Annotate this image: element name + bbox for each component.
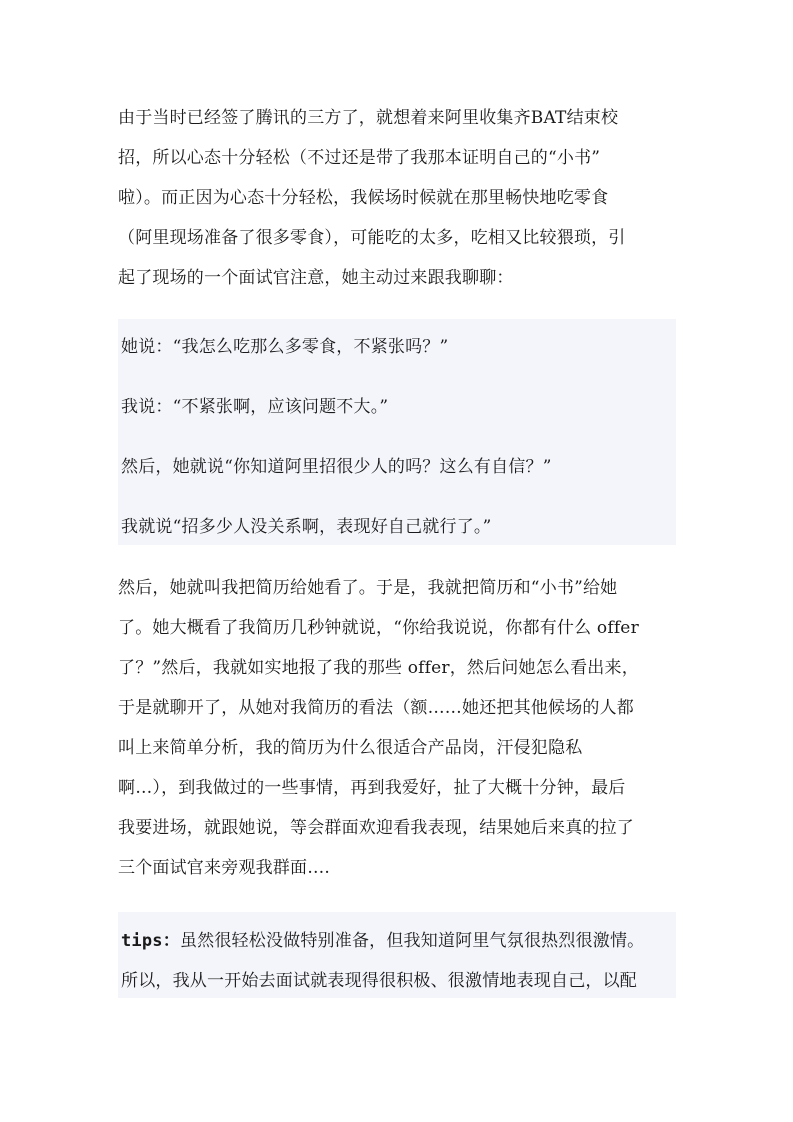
text-line: 然后，她就叫我把简历给她看了。于是，我就把简历和“小书”给她 (118, 578, 618, 598)
dialogue-quote-block (118, 319, 676, 545)
quote-line: 然后，她就说“你知道阿里招很少人的吗？这么有自信？” (121, 457, 552, 477)
paragraph-intro (118, 98, 678, 298)
quote-line: 我说：“不紧张啊，应该问题不大。” (121, 397, 389, 417)
text-line: 叫上来简单分析，我的简历为什么很适合产品岗，汗侵犯隐私 (118, 738, 583, 758)
quote-line: 我就说“招多少人没关系啊，表现好自己就行了。” (121, 517, 492, 537)
tips-text: 虽然很轻松没做特别准备，但我知道阿里气氛很热烈很激情。 (179, 931, 645, 951)
text-line: 啊…），到我做过的一些事情，再到我爱好，扯了大概十分钟，最后 (118, 778, 626, 798)
text-line: 起了现场的一个面试官注意，她主动过来跟我聊聊： (118, 268, 514, 288)
quote-line: 她说：“我怎么吃那么多零食，不紧张吗？” (121, 337, 449, 357)
text-line: 了？”然后，我就如实地报了我的那些 offer，然后问她怎么看出来， (118, 658, 639, 678)
text-line: 啦）。而正因为心态十分轻松，我候场时候就在那里畅快地吃零食 (118, 188, 609, 208)
text-line: 了。她大概看了我简历几秒钟就说，“你给我说说，你都有什么 offer (118, 618, 639, 638)
text-line: （阿里现场准备了很多零食），可能吃的太多，吃相又比较猥琐，引 (118, 228, 626, 248)
paragraph-resume-chat (118, 568, 678, 888)
text-line: 由于当时已经签了腾讯的三方了，就想着来阿里收集齐BAT结束校 (118, 108, 619, 128)
tips-label: tips： (121, 931, 180, 951)
text-line: 招，所以心态十分轻松（不过还是带了我那本证明自己的“小书” (118, 148, 601, 168)
tips-line (121, 926, 644, 951)
tips-block (118, 912, 676, 998)
tips-line: 所以，我从一开始去面试就表现得很积极、很激情地表现自己，以配 (121, 971, 637, 991)
text-line: 于是就聊开了，从她对我简历的看法（额……她还把其他候场的人都 (118, 698, 634, 718)
text-line: 三个面试官来旁观我群面…. (118, 858, 331, 878)
text-line: 我要进场，就跟她说，等会群面欢迎看我表现，结果她后来真的拉了 (118, 818, 634, 838)
